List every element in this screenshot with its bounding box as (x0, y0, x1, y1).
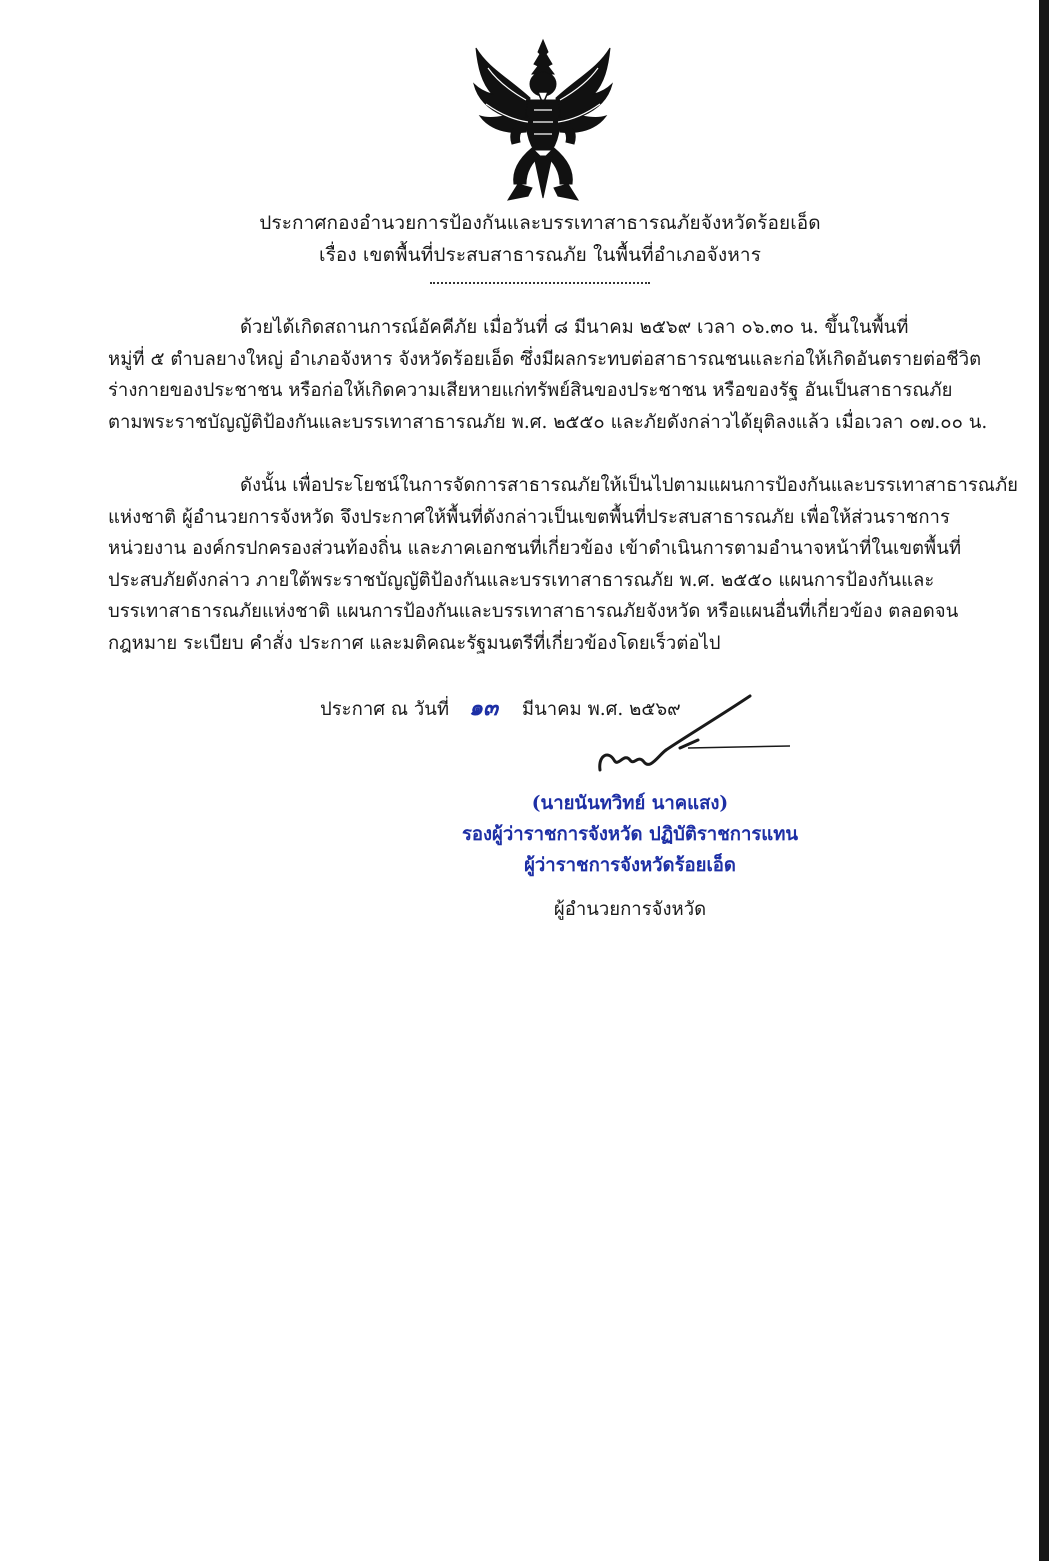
announcement-subject: เรื่อง เขตพื้นที่ประสบสาธารณภัย ในพื้นที่อำเภอจังหาร (319, 244, 761, 266)
paragraph-line: ด้วยได้เกิดสถานการณ์อัคคีภัย เมื่อวันที่ ๘ มีนาคม ๒๕๖๙ เวลา ๐๖.๓๐ น. ขึ้นในพื้นที่ (240, 317, 909, 338)
paragraph-line: ร่างกายของประชาชน หรือก่อให้เกิดความเสียหายแก่ทรัพย์สินของประชาชน หรือของรัฐ อันเป็นสาธารณภัย (108, 380, 953, 401)
signer-role: ผู้อำนวยการจังหวัด (553, 899, 707, 920)
paragraph-line: ดังนั้น เพื่อประโยชน์ในการจัดการสาธารณภัยให้เป็นไปตามแผนการป้องกันและบรรเทาสาธารณภัย (240, 475, 1018, 496)
dotted-divider (430, 282, 650, 284)
paragraph-2 (108, 470, 1018, 659)
paragraph-line: ตามพระราชบัญญัติป้องกันและบรรเทาสาธารณภัย พ.ศ. ๒๕๕๐ และภัยดังกล่าวได้ยุติลงแล้ว เมื่อเวลา ๐๗.๐๐ น. (108, 411, 988, 433)
paragraph-line: กฎหมาย ระเบียบ คำสั่ง ประกาศ และมติคณะรัฐมนตรีที่เกี่ยวข้องโดยเร็วต่อไป (108, 632, 721, 654)
announcement-title: ประกาศกองอำนวยการป้องกันและบรรเทาสาธารณภัยจังหวัดร้อยเอ็ด (259, 212, 821, 234)
paragraph-line: หน่วยงาน องค์กรปกครองส่วนท้องถิ่น และภาคเอกชนที่เกี่ยวข้อง เข้าดำเนินการตามอำนาจหน้าที่ในเขตพื้นที่ (108, 538, 962, 559)
garuda-emblem-icon (468, 38, 618, 206)
signer-name: (นายนันทวิทย์ นาคแสง) (531, 793, 729, 814)
date-month-year: มีนาคม พ.ศ. ๒๕๖๙ (521, 699, 681, 720)
paragraph-line: หมู่ที่ ๕ ตำบลยางใหญ่ อำเภอจังหาร จังหวัดร้อยเอ็ด ซึ่งมีผลกระทบต่อสาธารณชนและก่อให้เกิดอันตรายต่อชีวิต (108, 348, 982, 370)
handwritten-day: ๑๓ (469, 695, 499, 721)
signer-position: รองผู้ว่าราชการจังหวัด ปฏิบัติราชการแทน (461, 824, 799, 845)
paragraph-line: แห่งชาติ ผู้อำนวยการจังหวัด จึงประกาศให้พื้นที่ดังกล่าวเป็นเขตพื้นที่ประสบสาธารณภัย เพื่อให้ส่วนราชการ (108, 506, 950, 528)
signer-position-2: ผู้ว่าราชการจังหวัดร้อยเอ็ด (524, 855, 736, 876)
handwritten-signature (580, 690, 800, 780)
paragraph-line: บรรเทาสาธารณภัยแห่งชาติ แผนการป้องกันและบรรเทาสาธารณภัยจังหวัด หรือแผนอื่นที่เกี่ยวข้อง ตลอดจน (108, 601, 959, 622)
paragraph-1 (108, 312, 988, 438)
date-prefix: ประกาศ ณ วันที่ (320, 699, 450, 720)
paragraph-line: ประสบภัยดังกล่าว ภายใต้พระราชบัญญัติป้องกันและบรรเทาสาธารณภัย พ.ศ. ๒๕๕๐ แผนการป้องกันและ (108, 569, 935, 591)
